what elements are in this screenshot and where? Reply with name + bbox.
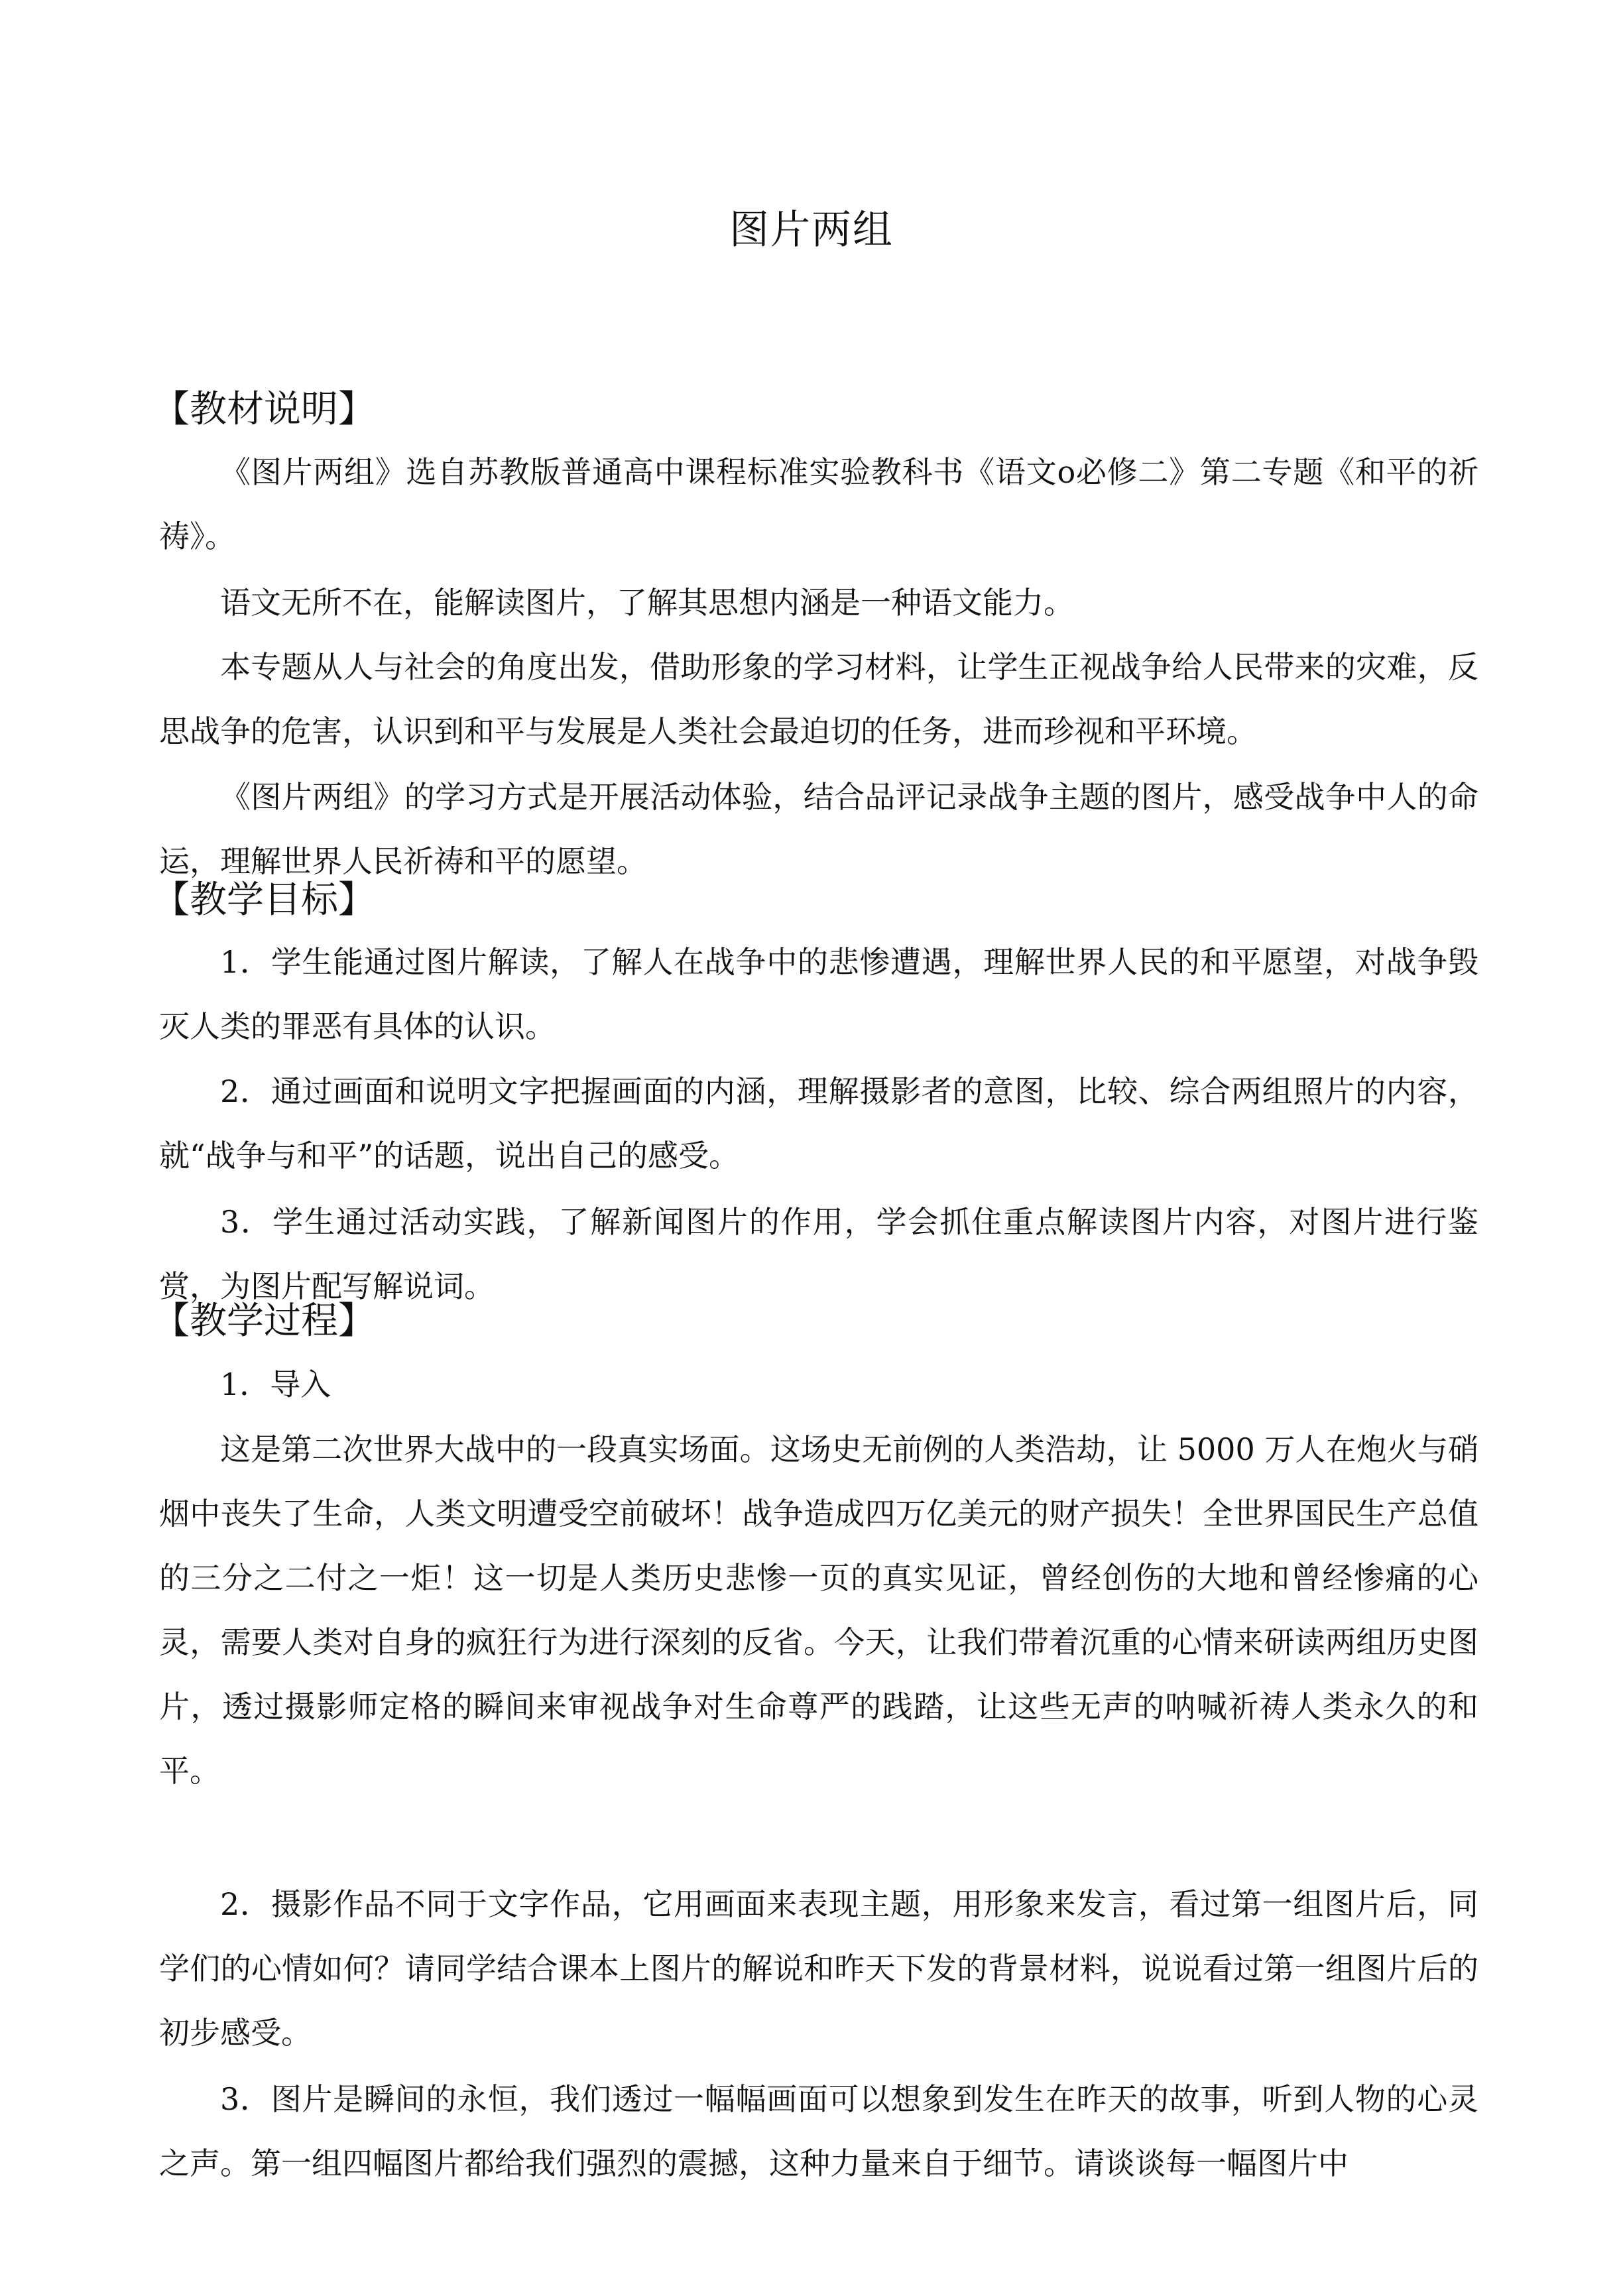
section-heading-teaching-process: 【教学过程】: [152, 1299, 375, 1343]
page-title: 图片两组: [729, 207, 894, 253]
paragraph: 2．通过画面和说明文字把握画面的内涵，理解摄影者的意图，比较、综合两组照片的内容，就“战争与和平”的话题，说出自己的感受。: [159, 1073, 1478, 1174]
section-heading-teaching-goals: 【教学目标】: [152, 878, 375, 922]
paragraph: 语文无所不在，能解读图片，了解其思想内涵是一种语文能力。: [220, 585, 1074, 621]
paragraph: 这是第二次世界大战中的一段真实场面。这场史无前例的人类浩劫，让 5000 万人在炮火与硝烟中丧失了生命，人类文明遭受空前破坏！战争造成四万亿美元的财产损失！全世界国民生产总值的三分之二付之一炬！这一切是人类历史悲惨一页的真实见证，曾经创伤的大地和曾经惨痛的心灵，需要人类对自身的疯狂行为进行深刻的反省。今天，让我们带着沉重的心情来研读两组历史图片，透过摄影师定格的瞬间来审视战争对生命尊严的践踏，让这些无声的呐喊祈祷人类永久的和平。: [159, 1431, 1478, 1789]
paragraph: 2．摄影作品不同于文字作品，它用画面来表现主题，用形象来发言，看过第一组图片后，同学们的心情如何？请同学结合课本上图片的解说和昨天下发的背景材料，说说看过第一组图片后的初步感受。: [159, 1886, 1478, 2051]
paragraph: 1．导入: [220, 1366, 331, 1402]
paragraph: 本专题从人与社会的角度出发，借助形象的学习材料，让学生正视战争给人民带来的灾难，反思战争的危害，认识到和平与发展是人类社会最迫切的任务，进而珍视和平环境。: [159, 649, 1478, 749]
section-heading-textbook-notes: 【教材说明】: [152, 388, 375, 431]
paragraph: 3．学生通过活动实践，了解新闻图片的作用，学会抓住重点解读图片内容，对图片进行鉴赏，为图片配写解说词。: [159, 1204, 1478, 1304]
paragraph: 1．学生能通过图片解读，了解人在战争中的悲惨遭遇，理解世界人民的和平愿望，对战争毁灭人类的罪恶有具体的认识。: [159, 944, 1478, 1044]
paragraph: 《图片两组》的学习方式是开展活动体验，结合品评记录战争主题的图片，感受战争中人的命运，理解世界人民祈祷和平的愿望。: [159, 779, 1478, 879]
paragraph: 3．图片是瞬间的永恒，我们透过一幅幅画面可以想象到发生在昨天的故事，听到人物的心灵之声。第一组四幅图片都给我们强烈的震撼，这种力量来自于细节。请谈谈每一幅图片中: [159, 2081, 1478, 2181]
paragraph: 《图片两组》选自苏教版普通高中课程标准实验教科书《语文ο必修二》第二专题《和平的祈祷》。: [159, 454, 1478, 554]
